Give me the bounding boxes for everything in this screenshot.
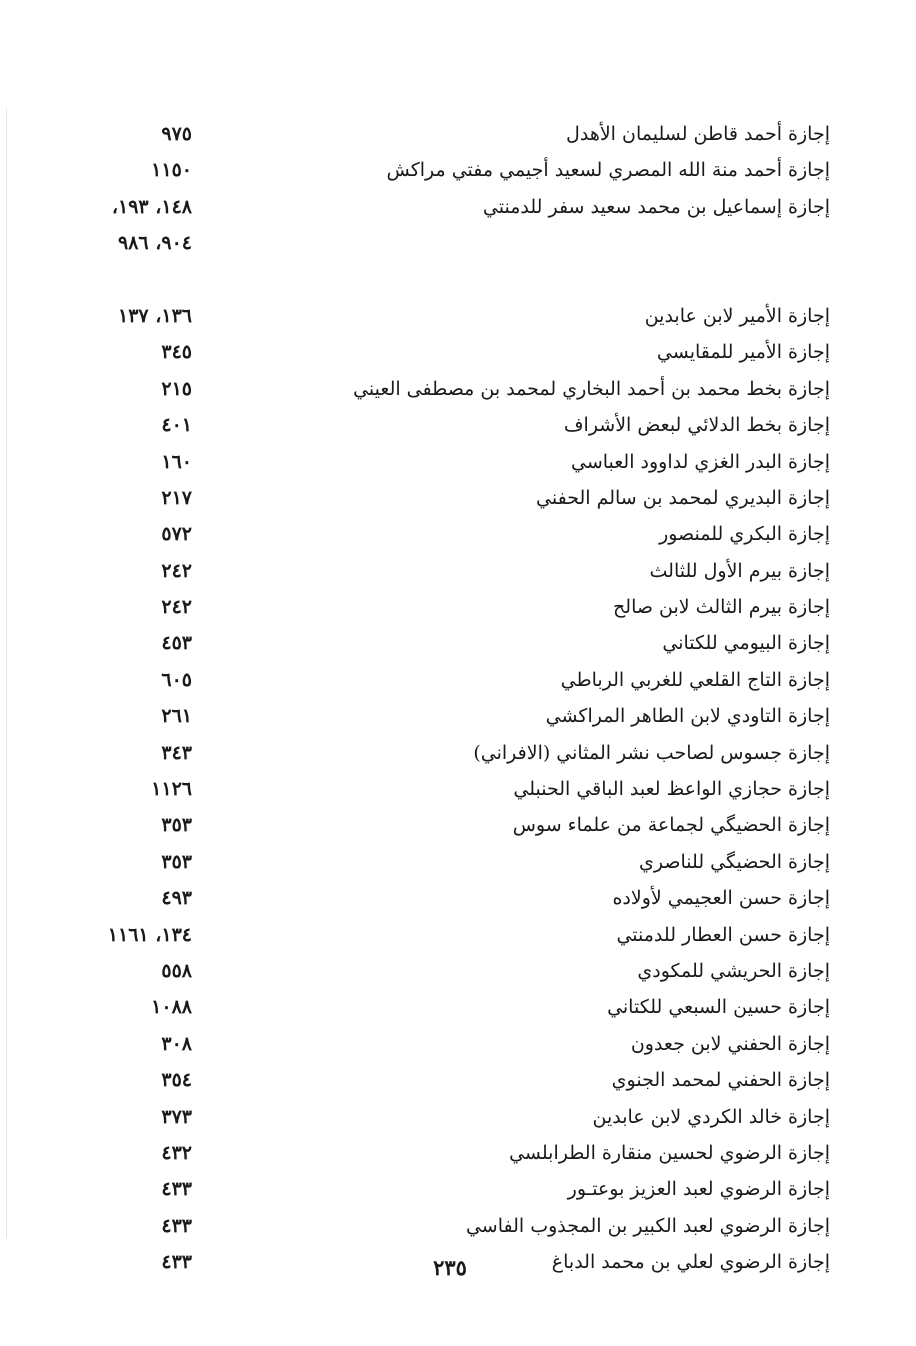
index-entry	[60, 444, 840, 480]
index-entry	[60, 516, 840, 552]
entry-title: إجازة الحضيگي للناصري	[639, 850, 830, 873]
entry-pages: ٤٣٢	[161, 1141, 192, 1164]
index-entry	[60, 1099, 840, 1135]
entry-pages: ٢٤٢	[161, 559, 192, 582]
entry-title: إجازة الرضوي لعبد الكبير بن المجذوب الفاسي	[465, 1214, 830, 1237]
entry-title: إجازة حسن العجيمي لأولاده	[612, 887, 830, 910]
entry-pages: ٢٦١	[161, 705, 192, 728]
entry-pages: ٥٥٨	[161, 959, 192, 982]
index-entry	[60, 1026, 840, 1062]
index-entry	[60, 589, 840, 625]
entry-pages: ٢١٥	[161, 377, 192, 400]
index-entry	[60, 152, 840, 188]
entry-title: إجازة بيرم الثالث لابن صالح	[613, 596, 830, 619]
entry-title: إجازة إسماعيل بن محمد سعيد سفر للدمنتي	[482, 195, 830, 218]
page-number: ٢٣٥	[433, 1255, 467, 1280]
entry-title: إجازة أحمد قاطن لسليمان الأهدل	[566, 123, 830, 145]
entry-pages: ٤٥٣	[161, 632, 192, 655]
index-entry	[60, 771, 840, 807]
index-entry	[60, 735, 840, 771]
entry-title: إجازة الحفني لابن جعدون	[630, 1032, 830, 1055]
page-edge-shadow	[6, 108, 7, 1238]
entry-pages: ٤٣٣	[161, 1251, 192, 1274]
index-entry	[60, 189, 840, 225]
index-entry	[60, 298, 840, 334]
index-entry	[60, 917, 840, 953]
entry-pages	[80, 262, 192, 298]
entry-pages: ١٤٨، ١٩٣،	[111, 195, 192, 218]
entry-title: إجازة بخط الدلائي لبعض الأشراف	[563, 414, 830, 437]
entry-pages: ٤٠١	[161, 414, 192, 437]
entry-title: إجازة الحريشي للمكودي	[637, 959, 830, 982]
entry-pages: ٣٥٣	[161, 814, 192, 837]
index-entry	[60, 989, 840, 1025]
index-entry	[60, 844, 840, 880]
entry-pages: ٦٠٥	[161, 668, 192, 691]
entry-pages: ٢٤٢	[161, 596, 192, 619]
index-entry	[60, 407, 840, 443]
index-entry	[60, 480, 840, 516]
entry-pages: ١١٢٦	[151, 778, 192, 801]
index-entry	[60, 953, 840, 989]
entry-title: إجازة البدر الغزي لداوود العباسي	[570, 450, 830, 473]
index-entry	[60, 807, 840, 843]
entry-title: إجازة التاج القلعي للغربي الرباطي	[560, 668, 830, 691]
entry-title: إجازة الرضوي لحسين منقارة الطرابلسي	[509, 1141, 830, 1164]
index-entry	[60, 371, 840, 407]
entry-pages: ٥٧٢	[161, 523, 192, 546]
entry-title: إجازة البكري للمنصور	[659, 523, 830, 546]
entry-title: إجازة الحفني لمحمد الجنوي	[611, 1069, 830, 1092]
entry-pages: ٢١٧	[161, 486, 192, 509]
index-entry	[60, 698, 840, 734]
index-entry	[60, 1062, 840, 1098]
entry-title: إجازة البيومي للكتاني	[662, 632, 830, 655]
entry-pages: ١٠٨٨	[151, 996, 192, 1019]
entry-title: إجازة بيرم الأول للثالث	[649, 559, 830, 582]
entry-pages: ٤٣٣	[161, 1214, 192, 1237]
entry-title: إجازة الأمير لابن عابدين	[644, 304, 830, 327]
index-entry	[60, 625, 840, 661]
entry-pages: ٩٠٤، ٩٨٦	[118, 232, 192, 255]
index-entry	[60, 225, 840, 261]
entry-title: إجازة حسن العطار للدمنتي	[616, 923, 830, 946]
entry-pages: ٣٤٥	[161, 341, 192, 364]
entry-title: إجازة حجازي الواعظ لعبد الباقي الحنبلي	[513, 778, 830, 801]
index-entry	[60, 880, 840, 916]
index-entry	[60, 553, 840, 589]
entry-title: إجازة الرضوي لعبد العزيز بوعتـور	[567, 1178, 830, 1201]
entry-pages: ١٣٦، ١٣٧	[118, 304, 192, 327]
index-entry	[60, 1135, 840, 1171]
entry-pages: ٤٩٣	[161, 887, 192, 910]
entry-title: إجازة جسوس لصاحب نشر المثاني (الافراني)	[473, 741, 830, 764]
index-entry	[60, 262, 840, 298]
index-entry	[60, 1171, 840, 1207]
entry-title: إجازة التاودي لابن الطاهر المراكشي	[545, 705, 830, 728]
entry-title: إجازة الرضوي لعلي بن محمد الدباغ	[551, 1251, 830, 1274]
index-entry	[60, 116, 840, 152]
entry-pages: ٣٠٨	[161, 1032, 192, 1055]
entry-pages: ١١٥٠	[151, 159, 192, 182]
index-entry	[60, 1208, 840, 1244]
entry-pages: ٣٥٤	[161, 1069, 192, 1092]
entry-pages: ١٦٠	[161, 450, 192, 473]
entry-pages: ٣٥٣	[161, 850, 192, 873]
index-entry	[60, 334, 840, 370]
index-entry	[60, 662, 840, 698]
entry-pages: ٤٣٣	[161, 1178, 192, 1201]
entry-title: إجازة بخط محمد بن أحمد البخاري لمحمد بن مصطفى العيني	[353, 377, 830, 400]
entry-pages: ٣٧٣	[161, 1105, 192, 1128]
entry-pages: ١٣٤، ١١٦١	[107, 923, 192, 946]
entry-title: إجازة أحمد منة الله المصري لسعيد أجيمي مفتي مراكش	[386, 159, 830, 182]
entry-title: إجازة البديري لمحمد بن سالم الحفني	[536, 486, 830, 509]
entry-pages: ٣٤٣	[161, 741, 192, 764]
entry-title: إجازة خالد الكردي لابن عابدين	[592, 1105, 830, 1128]
entry-title: إجازة حسين السبعي للكتاني	[607, 996, 830, 1019]
index-list	[60, 116, 840, 1281]
entry-pages: ٩٧٥	[161, 123, 192, 145]
entry-title: إجازة الأمير للمقايسي	[656, 341, 830, 364]
entry-title: إجازة الحضيگي لجماعة من علماء سوس	[512, 814, 830, 837]
